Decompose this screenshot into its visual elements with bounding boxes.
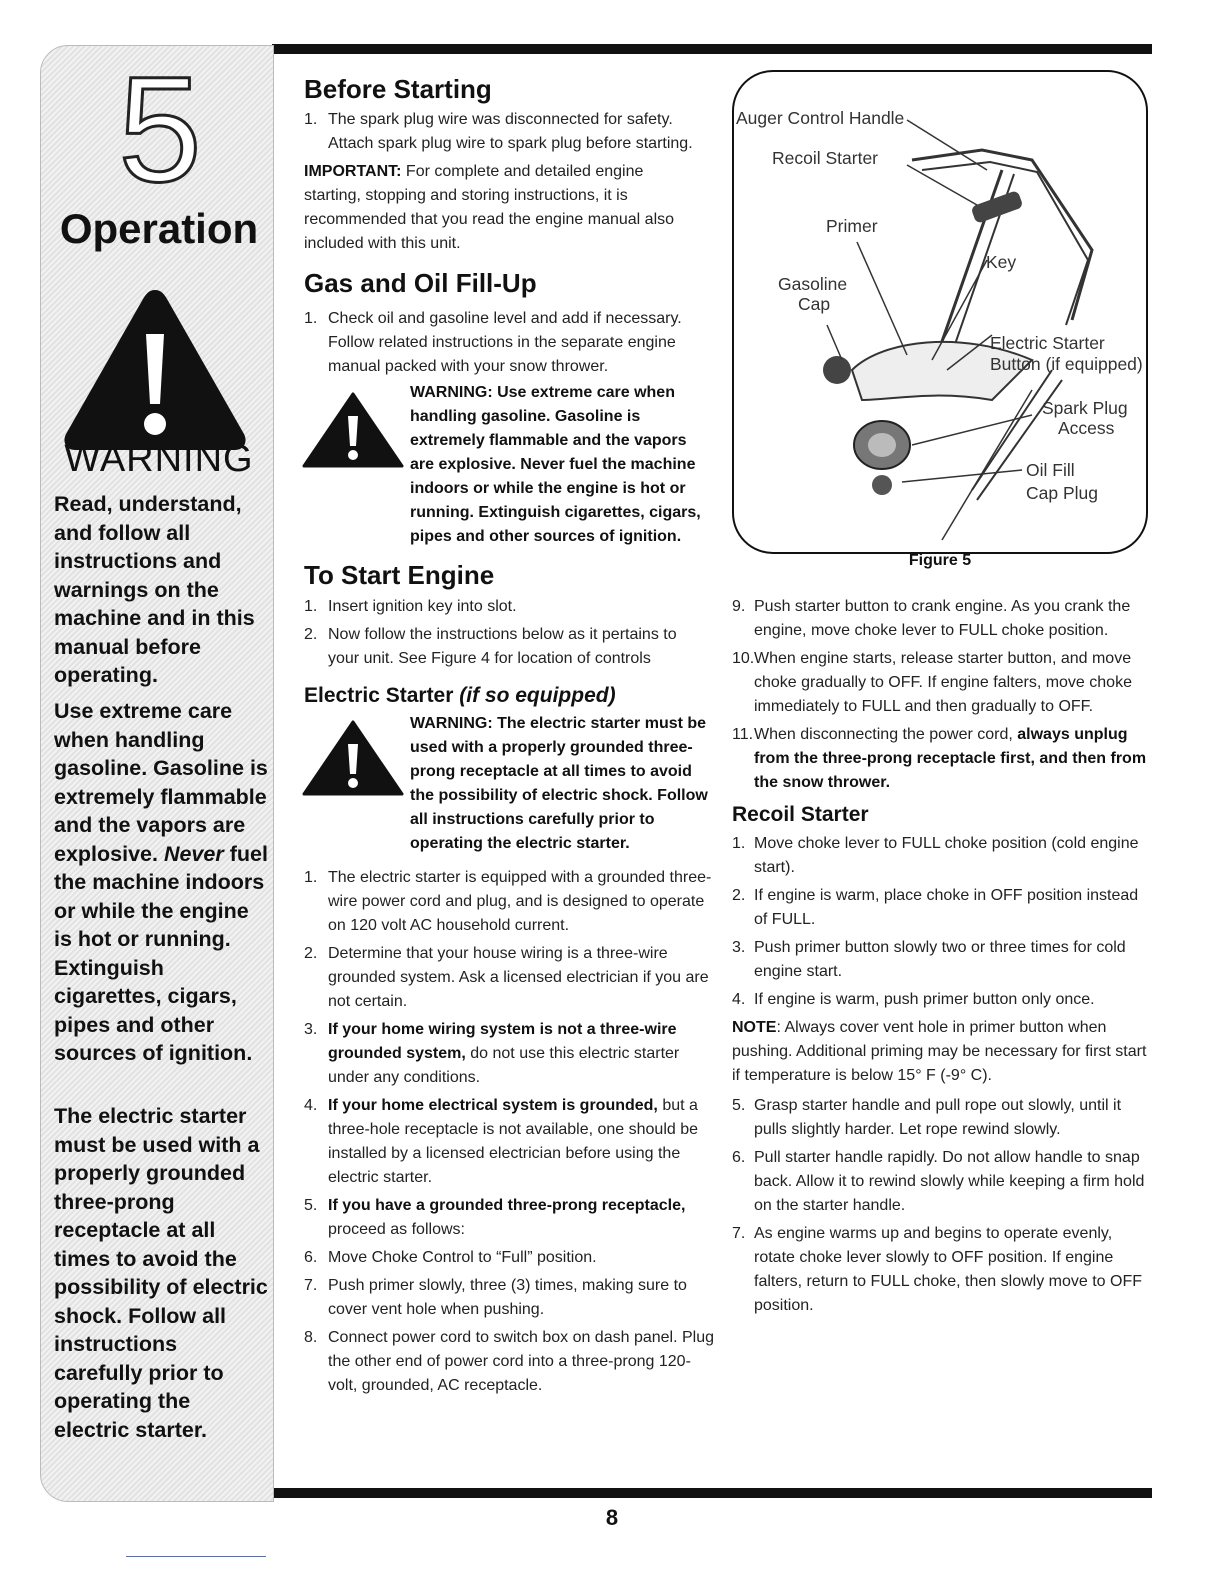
label-primer: Primer xyxy=(826,216,878,236)
electric-starter-list xyxy=(304,866,716,1402)
list-item: 5. If you have a grounded three-prong receptacle, proceed as follows: xyxy=(304,1197,686,1238)
warning-word: WARNING xyxy=(64,438,254,480)
warning-triangle-icon xyxy=(60,284,250,454)
chapter-number: 5 xyxy=(118,45,202,213)
list-item: 2. If engine is warm, place choke in OFF position instead of FULL. xyxy=(732,887,1139,928)
figure-caption: Figure 5 xyxy=(908,552,972,569)
label-cap: Cap xyxy=(798,294,831,314)
label-oil-fill: Oil Fill xyxy=(1026,460,1075,480)
list-item: 4. If your home electrical system is grounded, but a three-hole receptacle is not available, one should be installed by a licensed electrician before using the electric starter. xyxy=(304,1097,699,1186)
list-item: 2. Now follow the instructions below as it pertains to your unit. See Figure 4 for location of controls xyxy=(304,626,677,667)
electric-starter-list-cont xyxy=(732,595,1152,799)
electric-warning-icon xyxy=(302,720,404,796)
start-engine-section xyxy=(304,595,704,675)
sidebar-para-gasoline: Use extreme care when handling gasoline. Gasoline is extremely flammable and the vapors are explosive. Never fuel the machine indoors or while the engine is hot or running. Extinguish cigarettes, cigars, pipes and other sources of ignition. xyxy=(54,699,268,1065)
list-item: 8. Connect power cord to switch box on dash panel. Plug the other end of power cord into a three-prong 120-volt, grounded, AC receptacle. xyxy=(304,1329,715,1394)
list-item: 1. The spark plug wire was disconnected for safety. Attach spark plug wire to spark plug before starting. xyxy=(304,111,693,152)
sidebar-para-electric: The electric starter must be used with a properly grounded three-prong receptacle at all times to avoid the possibility of electric shock. Follow all instructions carefully prior to operating the electric starter. xyxy=(54,1104,268,1442)
page-number: 8 xyxy=(605,1505,619,1530)
heading-gas-oil: Gas and Oil Fill-Up xyxy=(304,268,537,298)
label-gasoline: Gasoline xyxy=(778,274,848,294)
bottom-rule xyxy=(272,1488,1152,1498)
heading-before-starting: Before Starting xyxy=(304,74,492,104)
label-spark-plug: Spark Plug xyxy=(1042,398,1128,418)
important-note: IMPORTANT: For complete and detailed engine starting, stopping and storing instructions, it is recommended that you read the engine manual also included with this unit. xyxy=(304,163,675,252)
list-item: 11. When disconnecting the power cord, always unplug from the three-prong receptacle first, and then from the snow thrower. xyxy=(732,726,1147,791)
gas-warning-text: WARNING: Use extreme care when handling gasoline. Gasoline is extremely flammable and the vapors are explosive. Never fuel the machine indoors or while the engine is hot or running. Extinguish cigarettes, cigars, pipes and other sources of ignition. xyxy=(410,384,701,545)
list-item: 1. The electric starter is equipped with a grounded three-wire power cord and plug, and is designed to operate on 120 volt AC household current. xyxy=(304,869,712,934)
top-rule xyxy=(272,44,1152,54)
list-item: 7. Push primer slowly, three (3) times, making sure to cover vent hole when pushing. xyxy=(304,1277,687,1318)
list-item: 3. If your home wiring system is not a three-wire grounded system, do not use this electric starter under any conditions. xyxy=(304,1021,680,1086)
label-cap-plug: Cap Plug xyxy=(1026,483,1098,503)
bottom-link-underline xyxy=(126,1556,266,1557)
list-item: 3. Push primer button slowly two or three times for cold engine start. xyxy=(732,939,1126,980)
gas-warning-icon xyxy=(302,392,404,468)
list-item: 10. When engine starts, release starter button, and move choke gradually to OFF. If engine falters, move choke immediately to FULL and then gradually to OFF. xyxy=(732,650,1132,715)
list-item: 2. Determine that your house wiring is a three-wire grounded system. Ask a licensed electrician if you are not certain. xyxy=(304,945,709,1010)
list-item: 1. Check oil and gasoline level and add if necessary. Follow related instructions in the separate engine manual packed with your snow thrower. xyxy=(304,310,682,375)
list-item: 5. Grasp starter handle and pull rope out slowly, until it pulls slightly harder. Let rope rewind slowly. xyxy=(732,1097,1122,1138)
sidebar-para-read: Read, understand, and follow all instructions and warnings on the machine and in this manual before operating. xyxy=(54,492,255,687)
chapter-title: Operation xyxy=(59,205,259,252)
heading-start-engine: To Start Engine xyxy=(304,560,495,590)
list-item: 9. Push starter button to crank engine. As you crank the engine, move choke lever to FULL choke position. xyxy=(732,598,1131,639)
list-item: 7. As engine warms up and begins to operate evenly, rotate choke lever slowly to OFF position. If engine falters, return to FULL choke, then slowly move to OFF position. xyxy=(732,1225,1142,1314)
list-item: 4. If engine is warm, push primer button only once. xyxy=(732,991,1095,1008)
heading-electric-starter: Electric Starter (if so equipped) xyxy=(304,684,616,707)
label-electric-starter: Electric Starter xyxy=(990,333,1105,353)
label-auger-control-handle: Auger Control Handle xyxy=(736,108,905,128)
heading-recoil-starter: Recoil Starter xyxy=(732,803,869,826)
recoil-section xyxy=(732,832,1152,1322)
list-item: 1. Insert ignition key into slot. xyxy=(304,598,517,615)
electric-warning-text: WARNING: The electric starter must be used with a properly grounded three-prong receptacle at all times to avoid the possibility of electric shock. Follow all instructions carefully prior to operating the electric starter. xyxy=(410,715,708,852)
list-item: 1. Move choke lever to FULL choke position (cold engine start). xyxy=(732,835,1139,876)
before-starting-section xyxy=(304,108,704,256)
list-item: 6. Move Choke Control to “Full” position. xyxy=(304,1249,597,1266)
gas-oil-section xyxy=(304,307,704,383)
label-recoil-starter: Recoil Starter xyxy=(772,148,879,168)
recoil-note: NOTE: Always cover vent hole in primer button when pushing. Additional priming may be necessary for first start if temperature is below 15° F (-9° C). xyxy=(732,1019,1147,1084)
list-item: 6. Pull starter handle rapidly. Do not allow handle to snap back. Allow it to rewind slowly while keeping a firm hold on the starter handle. xyxy=(732,1149,1145,1214)
label-button-if-equipped: Button (if equipped) xyxy=(990,354,1143,374)
label-key: Key xyxy=(986,252,1017,272)
label-access: Access xyxy=(1058,418,1115,438)
